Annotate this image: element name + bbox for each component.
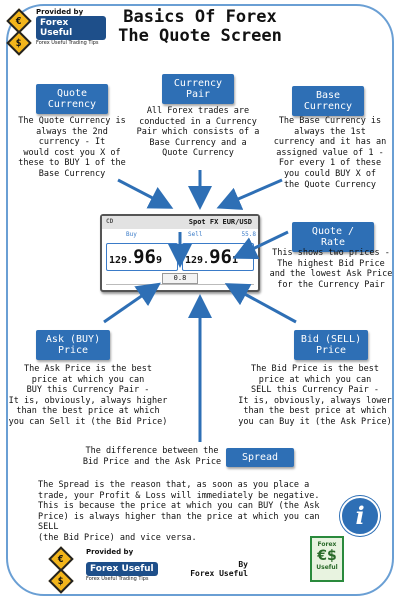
bid-sell-price-description: The Bid Price is the best price at which you can SELL this Currency Pair - It is, obviously, always lower than the best price at which you can Buy it (the Ask Price) (238, 364, 392, 427)
brand-label-bottom: Forex Useful (86, 562, 158, 576)
buy-price-big: 96 (133, 246, 156, 268)
title-line-1: Basics Of Forex (123, 7, 277, 27)
brand-tagline-bottom: Forex Useful Trading Tips (86, 576, 149, 582)
spread-value-box: 0.8 (162, 273, 198, 284)
sell-price-big: 96 (209, 246, 232, 268)
left-value: 55.8 (241, 231, 256, 238)
cd-label: CD (106, 218, 114, 225)
currency-pair-description: All Forex trades are conducted in a Currency Pair which consists of a Base Currency and a Quote Currency (136, 106, 260, 159)
logo-top-text: Forex (317, 541, 337, 548)
logo-bottom-text: Useful (316, 564, 338, 571)
quote-labels-row (106, 231, 256, 241)
sell-header: Sell (188, 231, 203, 238)
provided-by-text-bottom: Provided by (86, 548, 134, 556)
bid-sell-price-label: Bid (SELL) Price (294, 330, 368, 360)
quote-screen-panel (100, 214, 260, 292)
spread-label: Spread (226, 448, 294, 467)
quote-rate-description: This shows two prices - The highest Bid Price and the lowest Ask Price for the Currency Pair (269, 248, 393, 290)
quote-panel-title: Spot FX EUR/USD (188, 218, 252, 226)
ask-buy-price-label: Ask (BUY) Price (36, 330, 110, 360)
spread-short-description: The difference between the Bid Price and the Ask Price (82, 446, 222, 467)
currency-signs-icon-bottom: € $ (48, 548, 74, 594)
provided-by-badge-top (36, 8, 106, 46)
ask-buy-price-description: The Ask Price is the best price at which you can BUY this Currency Pair - It is, obviously, always higher than the best price at which you can Sell it (the Bid Price) (8, 364, 168, 427)
sell-price-box[interactable] (182, 243, 254, 271)
info-icon: i (340, 496, 380, 536)
buy-header: Buy (126, 231, 137, 238)
spread-long-description: The Spread is the reason that, as soon as you place a trade, your Profit & Loss will immediately be negative. This is because the price at which you can BUY (the Ask Price) is always higher than the price at which you can SELL (the Bid Price) and vice versa. (38, 480, 320, 543)
sell-price-prefix: 129. (185, 255, 210, 266)
title-line-2: The Quote Screen (118, 26, 282, 46)
quote-panel-header (102, 216, 258, 229)
buy-price-small: 9 (155, 255, 163, 266)
buy-price-box[interactable] (106, 243, 178, 271)
brand-label: Forex Useful (36, 16, 106, 40)
footer-brand: Forex Useful (190, 569, 248, 578)
brand-tagline: Forex Useful Trading Tips (36, 40, 99, 46)
buy-price-prefix: 129. (109, 255, 134, 266)
footer-by: By (238, 560, 248, 569)
logo-icon: €$ (317, 548, 337, 564)
forex-useful-logo (310, 536, 344, 582)
currency-signs-icon: € $ (6, 10, 32, 56)
quote-currency-description: The Quote Currency is always the 2nd currency - It would cost you X of these to BUY 1 of the Base Currency (18, 116, 126, 179)
quote-currency-label: Quote Currency (36, 84, 108, 114)
sell-price-small: 1 (231, 255, 239, 266)
base-currency-label: Base Currency (292, 86, 364, 116)
page-title (90, 8, 310, 46)
provided-by-text: Provided by (36, 8, 84, 16)
base-currency-description: The Base Currency is always the 1st currency and it has an assigned value of 1 - For every 1 of these you could BUY X of the Quote Currency (273, 116, 387, 190)
quote-panel-footer (106, 284, 254, 288)
currency-pair-label: Currency Pair (162, 74, 234, 104)
quote-rate-label: Quote / Rate (292, 222, 374, 252)
footer-byline (148, 560, 248, 578)
